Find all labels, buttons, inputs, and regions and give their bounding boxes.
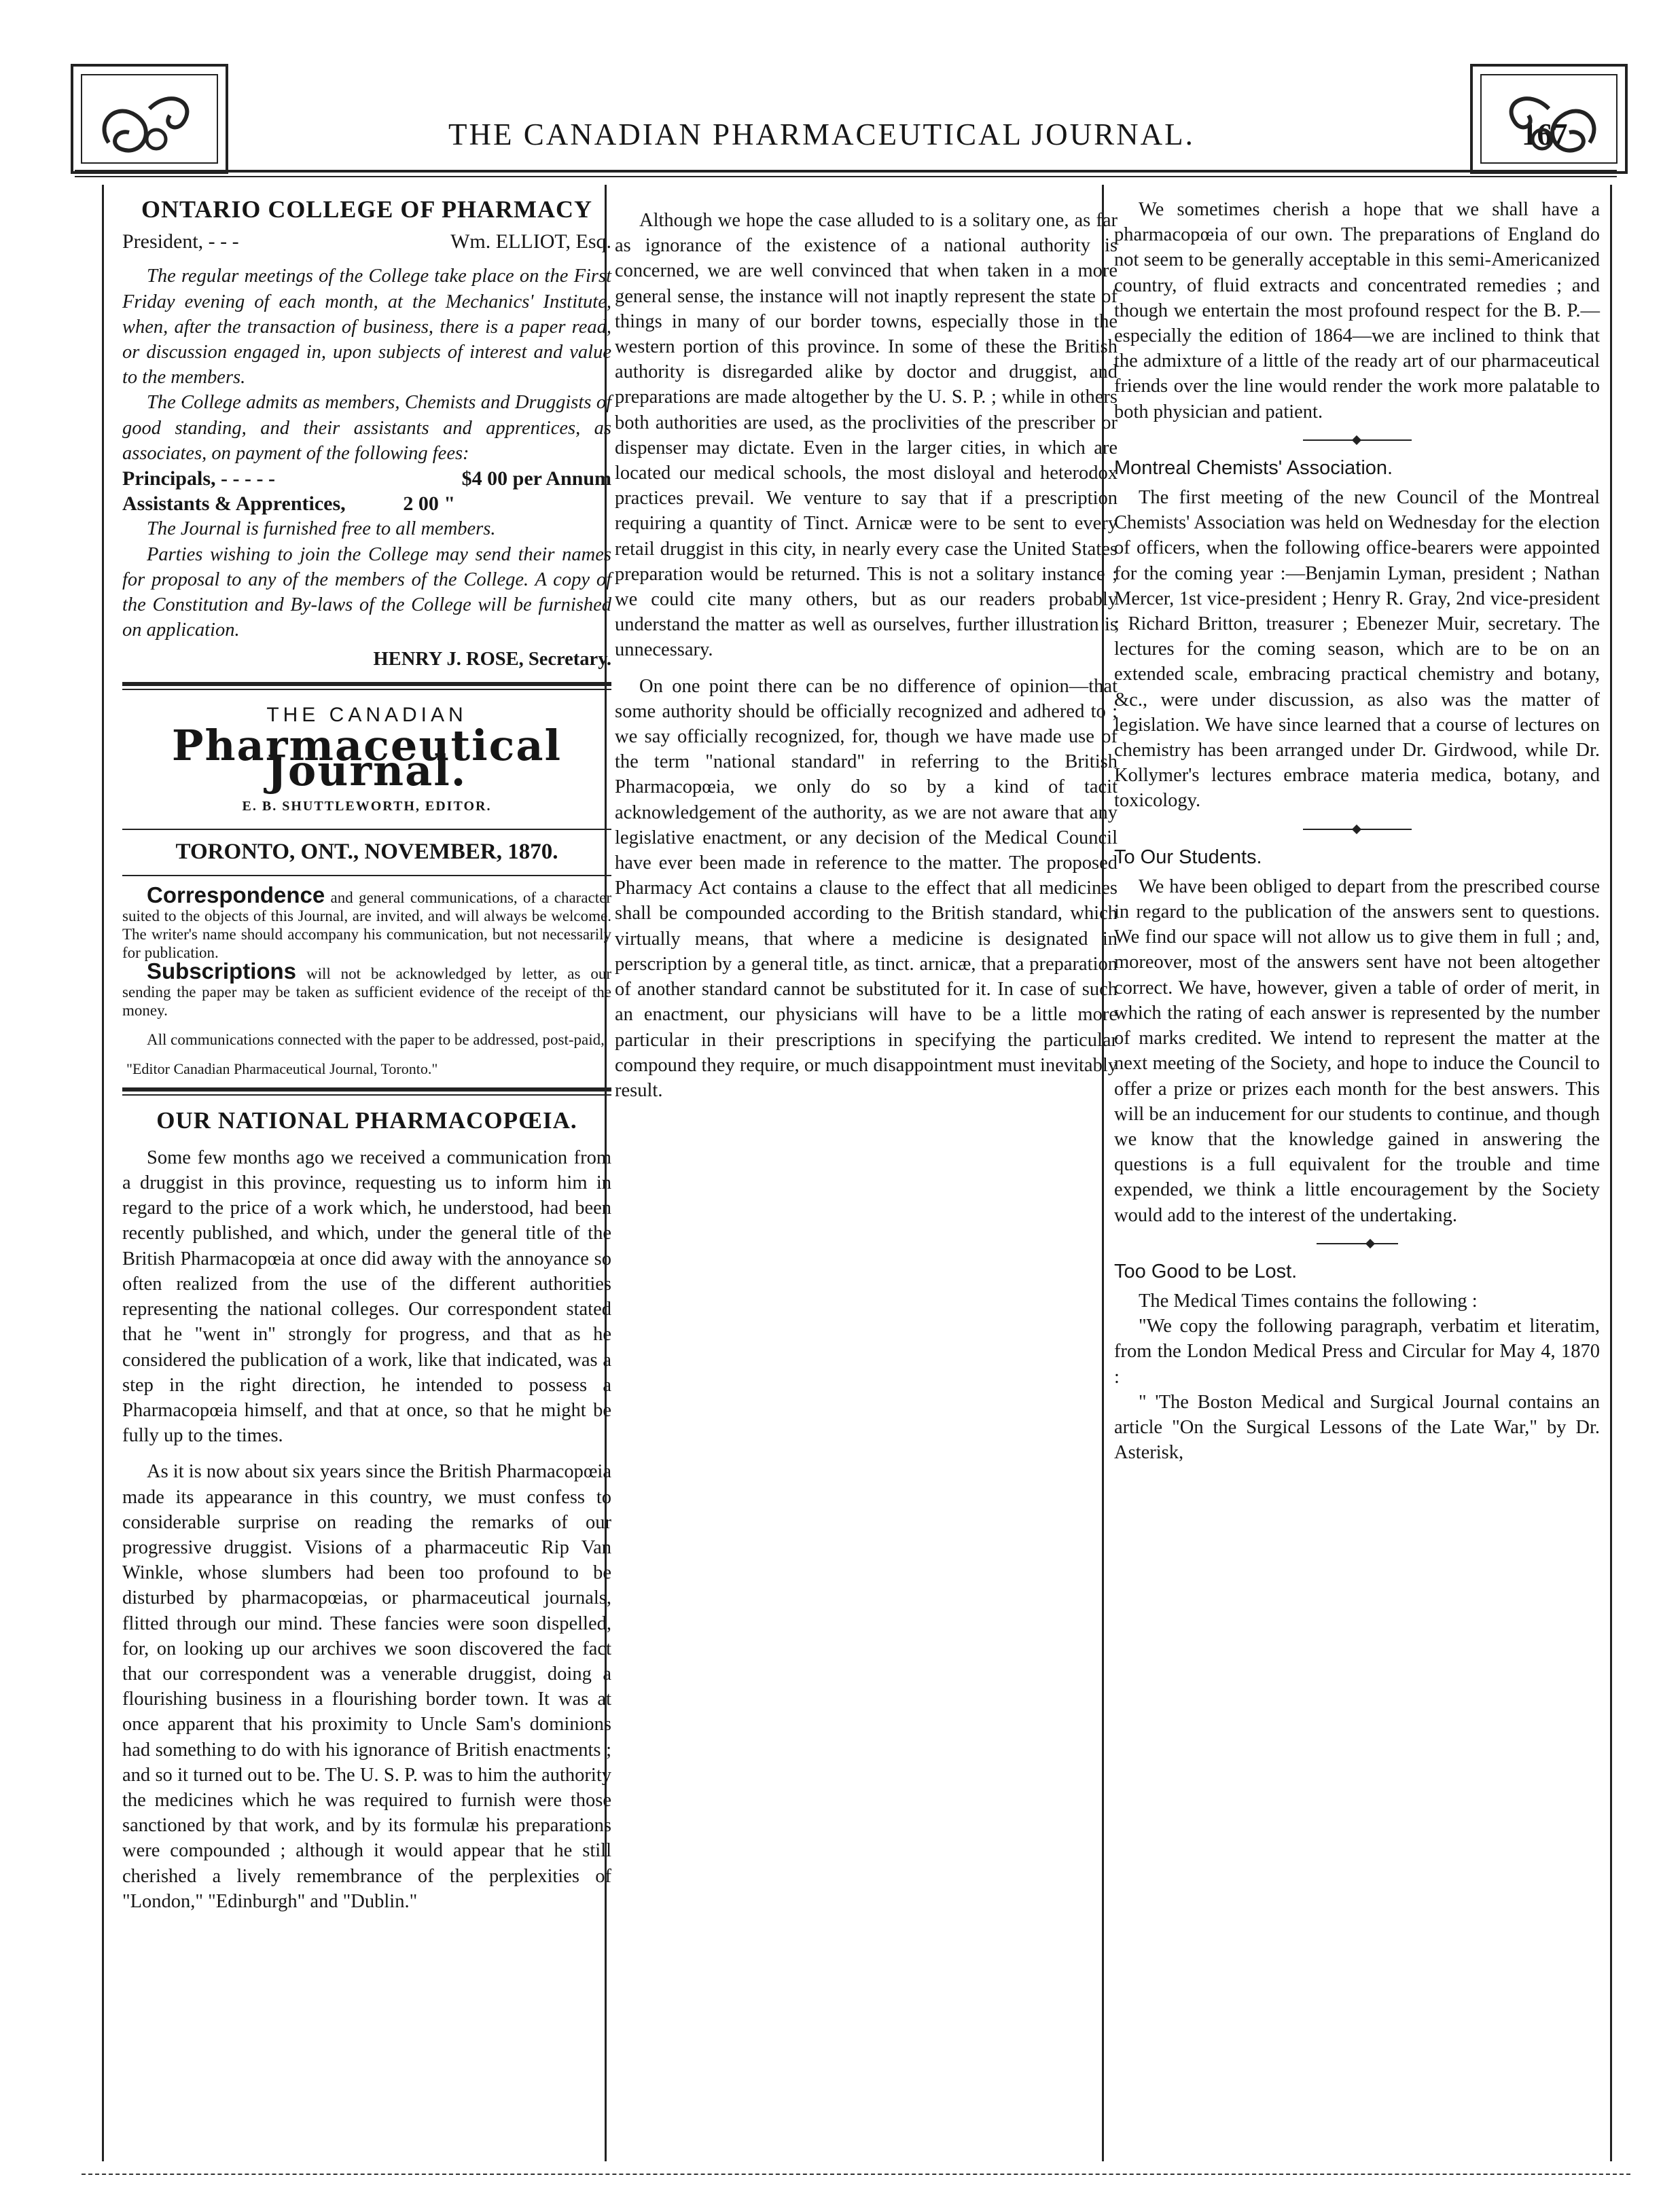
rule [122,875,611,876]
subscriptions-notice [122,958,611,1020]
article-paragraph: "We copy the following paragraph, verbatim et literatim, from the London Medical Press and Circular for May 4, 1870 : [1114,1316,1600,1388]
article-paragraph: The Medical Times contains the following : [1139,1290,1478,1312]
page-header [68,61,1630,170]
college-heading: ONTARIO COLLEGE OF PHARMACY [141,196,592,223]
editor-line: E. B. SHUTTLEWORTH, EDITOR. [242,799,492,814]
column-rule-right [1610,185,1612,2161]
right-corner-ornament [1467,61,1630,177]
masthead-title: Pharmaceutical Journal. [171,720,562,796]
section-divider [122,682,611,690]
journal-header-title: THE CANADIAN PHARMACEUTICAL JOURNAL. [448,118,1195,151]
correspondence-lead: Correspondence [147,882,325,907]
fee-label: Assistants & Apprentices, [122,492,346,516]
fee-value: 2 00 " [403,492,455,516]
dateline: TORONTO, ONT., NOVEMBER, 1870. [175,840,558,865]
section-divider [122,1087,611,1096]
column-2 [615,197,1118,1103]
column-1 [122,197,611,1914]
ornamental-rule [1303,439,1412,441]
footer-rule [82,2174,1630,2175]
article-title-montreal: Montreal Chemists' Association. [1114,456,1393,479]
subscriptions-text: will not be acknowledged by letter, as our sending the paper may be taken as sufficient evidence of the receipt of the money. [122,965,611,1019]
rule [122,829,611,830]
fee-row-principals [122,466,611,491]
editor-address: "Editor Canadian Pharmaceutical Journal, Toronto." [126,1060,438,1077]
journal-free-text: The Journal is furnished free to all members. [147,518,496,540]
column-3 [1114,197,1600,1465]
subscriptions-lead: Subscriptions [147,958,297,984]
article-paragraph: We have been obliged to depart from the prescribed course in regard to the publication of the answers sent to questions. We find our space will not allow us to give them in full ; and, moreover, most of the answers sent have not been altogether correct. We have, however, given a table of order of merit, in which the rating of each answer is represented by the number of marks credited. We intend to represent the matter at the next meeting of the Society, and hope to induce the Council to offer a prize or prizes each month for the best answers. This will be an inducement for our students to continue, and though we know that the knowledge gained in answering the questions is a full equivalent for the trouble and time expended, we think a little encouragement by the Society would add to the interest of the undertaking. [1114,876,1600,1226]
ornamental-rule [1303,829,1412,830]
joining-text: Parties wishing to join the College may send their names for proposal to any of the members of the College. A copy of the Constitution and By-laws of the College will be furnished on application. [122,543,611,641]
correspondence-notice [122,882,612,962]
correspondence-text: and general communications, of a character suited to the objects of this Journal, are invited, and will always be welcome. The writer's name should accompany his communication, but not necessarily for publication. [122,888,612,961]
article-title-too-good: Too Good to be Lost. [1114,1260,1298,1282]
page-number: 167 [1522,118,1568,151]
communications-text: All communications connected with the paper to be addressed, post-paid, [147,1030,605,1048]
header-rule [75,170,1617,177]
college-meetings-text: The regular meetings of the College take place on the First Friday evening of each month, at the Mechanics' Institute, when, after the transaction of business, there is a paper read, or discussion engaged in, upon subjects of interest and value to the members. [122,266,611,389]
college-admits-text: The College admits as members, Chemists and Druggists of good standing, and their assistants and apprentices, as associates, on payment of the following fees: [122,392,611,464]
secretary-signature: HENRY J. ROSE, Secretary. [373,649,611,670]
article-paragraph: Although we hope the case alluded to is a solitary one, as far as ignorance of the existence of a national authority is concerned, we are well convinced that when taken in a more general sense, the instance will not inaptly represent the state of things in many of our border towns, especially those in the western portion of this province. In some of these the British authority is disregarded alike by doctor and druggist, and preparations are made altogether by the U. S. P. ; while in others both authorities are used, as the proclivities of the prescriber or dispenser may dictate. Even in the larger cities, in which are located our medical schools, the most disloyal and heterodox practices prevail. We venture to say that if a prescription requiring a quantity of Tinct. Arnicæ were to be sent to every retail druggist in this city, in nearly every case the United States preparation would be returned. This is not a solitary instance ; we could cite many others, but as our readers probably understand the matter as well as ourselves, further illustration is unnecessary. [615,210,1118,661]
article-paragraph: On one point there can be no difference of opinion—that some authority should be officially recognized and adhered to ; we say officially recognized, for, though we have made use of the term "national standard" in referring to the British Pharmacopœia, we only do so by a kind of tacit acknowledgement of the authority, as we are not aware that any legislative enactment, or any decision of the Medical Council have ever been made in reference to the matter. The proposed Pharmacy Act contains a clause to the effect that all medicines shall be compounded according to the British standard, which virtually means, that where a medicine is designated in perscription by a general title, as tinct. arnicæ, that a preparation of another standard cannot be substituted for it. In case of such an enactment, our physicians will have to be a little more particular in their prescriptions in specifying the particular compound they require, or much disappointment must inevitably result. [615,675,1118,1101]
fee-value: $4 00 per Annum [461,467,611,490]
ornamental-rule [1317,1243,1398,1244]
president-line [122,229,611,254]
article-paragraph: " 'The Boston Medical and Surgical Journal contains an article "On the Surgical Lessons of the Late War," by Dr. Asterisk, [1114,1391,1600,1464]
article-paragraph: As it is now about six years since the British Pharmacopœia made its appearance in this country, we must confess to considerable surprise on reading the remarks of our progressive druggist. Visions of a pharmaceutic Rip Van Winkle, whose slumbers had been too profound to be disturbed by pharmacopœias, or pharmaceutical journals, flitted through our mind. These fancies were soon dispelled, for, on looking up our archives we soon discovered the fact that our correspondent was a venerable druggist, doing a flourishing business in a flourishing border town. It was at once apparent that his proximity to Uncle Sam's dominions had something to do with his ignorance of British enactments ; and so it turned out to be. The U. S. P. was to him the authority the medicines which he was required to furnish were those sanctioned by that work, and by its formulæ his preparations were compounded ; although it would appear that he still cherished a lively remembrance of the perplexities of "London," "Edinburgh" and "Dublin." [122,1461,611,1912]
article-paragraph: We sometimes cherish a hope that we shall have a pharmacopœia of our own. The preparations of England do not seem to be generally acceptable in this semi-Americanized country, of fluid extracts and concentrated remedies ; and though we entertain the most profound respect for the B. P.—especially the edition of 1864—we are inclined to think that the admixture of a little of the ready art of our pharmaceutical friends over the line would render the work more palatable to both physician and patient. [1114,199,1600,422]
president-label: President, - - - [122,230,239,253]
article-title-national-pharmacopoeia: OUR NATIONAL PHARMACOPŒIA. [156,1106,577,1134]
fee-label: Principals, - - - - - [122,467,275,490]
masthead-small: THE CANADIAN [266,703,467,726]
president-name: Wm. ELLIOT, Esq. [450,230,611,253]
column-rule-left [102,185,104,2161]
fee-row-assistants [122,491,611,516]
left-corner-ornament [68,61,231,177]
article-paragraph: Some few months ago we received a communication from a druggist in this province, requesting us to inform him in regard to the price of a work which, he understood, had been recently published, and which, under the general title of the British Pharmacopœia at once did away with the annoyance so often realized from the use of the different authorities representing the national colleges. Our correspondent stated that he "went in" strongly for progress, and that as he considered the publication of a work, like that indicated, was a step in the right direction, he intended to possess a Pharmacopœia himself, and that at once, so that he might be fully up to the times. [122,1147,611,1447]
article-title-students: To Our Students. [1114,846,1262,868]
article-paragraph: The first meeting of the new Council of the Montreal Chemists' Association was held on Wednesday for the election of officers, when the following office-bearers were appointed for the coming year :—Benjamin Lyman, president ; Nathan Mercer, 1st vice-president ; Henry R. Gray, 2nd vice-president ; Richard Britton, treasurer ; Ebenezer Muir, secretary. The lectures for the coming season, which are to be on an extended scale, embracing practical chemistry and botany, &c., were under discussion, as also was the matter of legislation. We have since learned that a course of lectures on chemistry has been arranged under Dr. Girdwood, while Dr. Kollymer's lectures embrace materia medica, botany, and toxicology. [1114,487,1600,812]
